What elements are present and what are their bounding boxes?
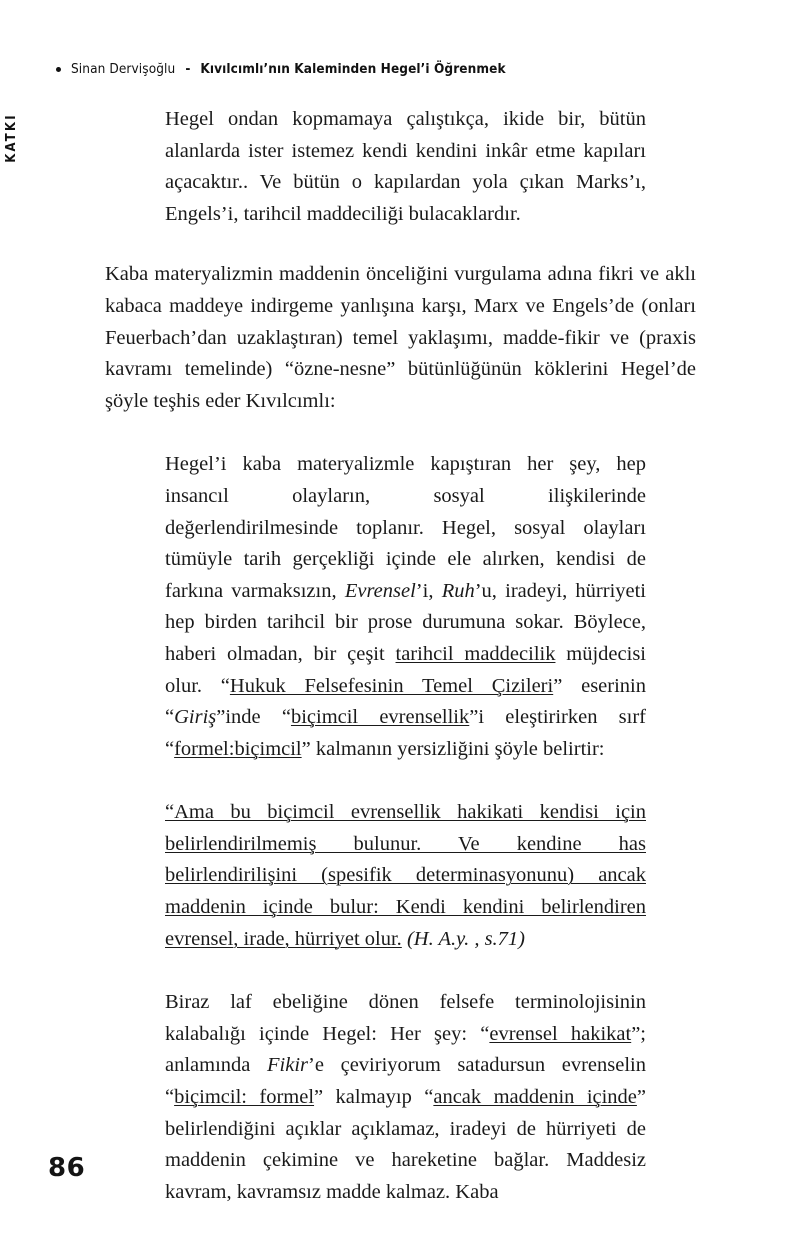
quote2-italic-evrensel: Evrensel bbox=[344, 579, 416, 602]
quote3-underlined-text: “Ama bu biçimcil evrensellik hakikati kendisi için belirlendirilmemiş bulunur. Ve kendine has belirlendirilişini (spesifik determinasyonunu) ancak maddenin içinde bulur: Kendi kendini belirlendiren evrensel, irade, hürriyet olur. bbox=[165, 801, 646, 950]
quote2-italic-giris: Giriş bbox=[174, 706, 217, 729]
header-article-title: Kıvılcımlı’nın Kaleminden Hegel’i Öğrenmek bbox=[200, 61, 506, 77]
quote4-underline-evrensel-hakikat: evrensel hakikat bbox=[489, 1022, 632, 1045]
quote4-italic-fikir: Fikir bbox=[267, 1054, 309, 1077]
quote4-seg-4: ” kalmayıp “ bbox=[314, 1086, 434, 1109]
quote2-seg-4: müjdecisi olur. “ bbox=[165, 642, 646, 697]
paragraph-gap bbox=[105, 429, 696, 449]
block-quote-2 bbox=[165, 449, 646, 765]
quote2-underline-formel-bicimcil: formel:biçimcil bbox=[174, 737, 302, 760]
block-quote-3 bbox=[165, 797, 646, 955]
running-header bbox=[56, 61, 696, 77]
quote3-citation: (H. A.y. , s.71) bbox=[406, 927, 525, 950]
section-tab-katki: KATKI bbox=[3, 113, 19, 163]
quote4-seg-5: ” belirlendiğini açıklar açıklamaz, iradeyi de hürriyeti de maddenin çekimine ve hareketine bağlar. Maddesiz kavram, kavramsız madde kalmaz. Kaba bbox=[165, 1086, 647, 1203]
page-number: 86 bbox=[48, 1153, 86, 1183]
quote2-underline-hukuk-felsefesinin-temel-cizileri: Hukuk Felsefesinin Temel Çizileri bbox=[229, 674, 554, 697]
quote2-seg-7: ”i eleştirirken sırf “ bbox=[165, 706, 646, 760]
quote2-seg-6: ”inde “ bbox=[216, 706, 291, 729]
quote4-underline-ancak-maddenin-icinde: ancak maddenin içinde bbox=[433, 1086, 637, 1109]
quote4-seg-2: ”; anlamında bbox=[165, 1022, 646, 1077]
quote4-seg-3: ’e çeviriyorum satadursun evrenselin “ bbox=[165, 1054, 646, 1109]
paragraph-gap bbox=[105, 242, 696, 259]
quote2-underline-tarihcil-maddecilik: tarihcil maddecilik bbox=[395, 642, 556, 665]
quote2-italic-ruh: Ruh bbox=[441, 579, 475, 602]
header-separator: - bbox=[185, 61, 191, 77]
paragraph-gap bbox=[105, 777, 696, 797]
body-paragraph-1: Kaba materyalizmin maddenin önceliğini vurgulama adına fikri ve aklı kabaca maddeye indirgeme yanlışına karşı, Marx ve Engels’de (onları Feuerbach’dan uzaklaştıran) temel yaklaşımı, madde-fikir ve (praxis kavramı temelinde) “özne-nesne” bütünlüğünün köklerini Hegel’de şöyle teşhis eder Kıvılcımlı: bbox=[105, 263, 696, 412]
quote2-seg-8: ” kalmanın yersizliğini şöyle belirtir: bbox=[301, 737, 605, 760]
quote4-underline-bicimcil-formel: biçimcil: formel bbox=[174, 1086, 315, 1109]
quote2-underline-bicimcil-evrensellik: biçimcil evrensellik bbox=[290, 706, 470, 729]
paragraph-gap bbox=[105, 967, 696, 987]
block-quote-1: Hegel ondan kopmamaya çalıştıkça, ikide bir, bütün alanlarda ister istemez kendi kendini inkâr etme kapıları açacaktır.. Ve bütün o kapılardan yola çıkan Marks’ı, Engels’i, tarihcil maddeciliği bulacaklardır. bbox=[165, 108, 646, 225]
bullet-dot-icon bbox=[56, 67, 61, 72]
quote2-seg-3: ’u, iradeyi, hürriyeti hep birden tarihcil bir prose durumuna sokar. Böylece, haberi olmadan, bir çeşit bbox=[165, 579, 647, 665]
text-column bbox=[105, 104, 696, 1220]
quote4-seg-1: Biraz laf ebeliğine dönen felsefe terminolojisinin kalabalığı içinde Hegel: Her şey: “ bbox=[165, 991, 646, 1045]
quote2-seg-2: ’i, bbox=[415, 579, 442, 602]
header-author: Sinan Dervişoğlu bbox=[71, 61, 176, 77]
block-quote-4 bbox=[165, 987, 646, 1208]
quote2-seg-5: ” eserinin “ bbox=[165, 674, 646, 729]
quote2-seg-1: Hegel’i kaba materyalizmle kapıştıran her şey, hep insancıl olayların, sosyal ilişkilerinde değerlendirilmesinde toplanır. Hegel, sosyal olayları tümüyle tarih gerçekliği içinde ele alırken, kendisi de farkına varmaksızın, bbox=[165, 453, 646, 602]
